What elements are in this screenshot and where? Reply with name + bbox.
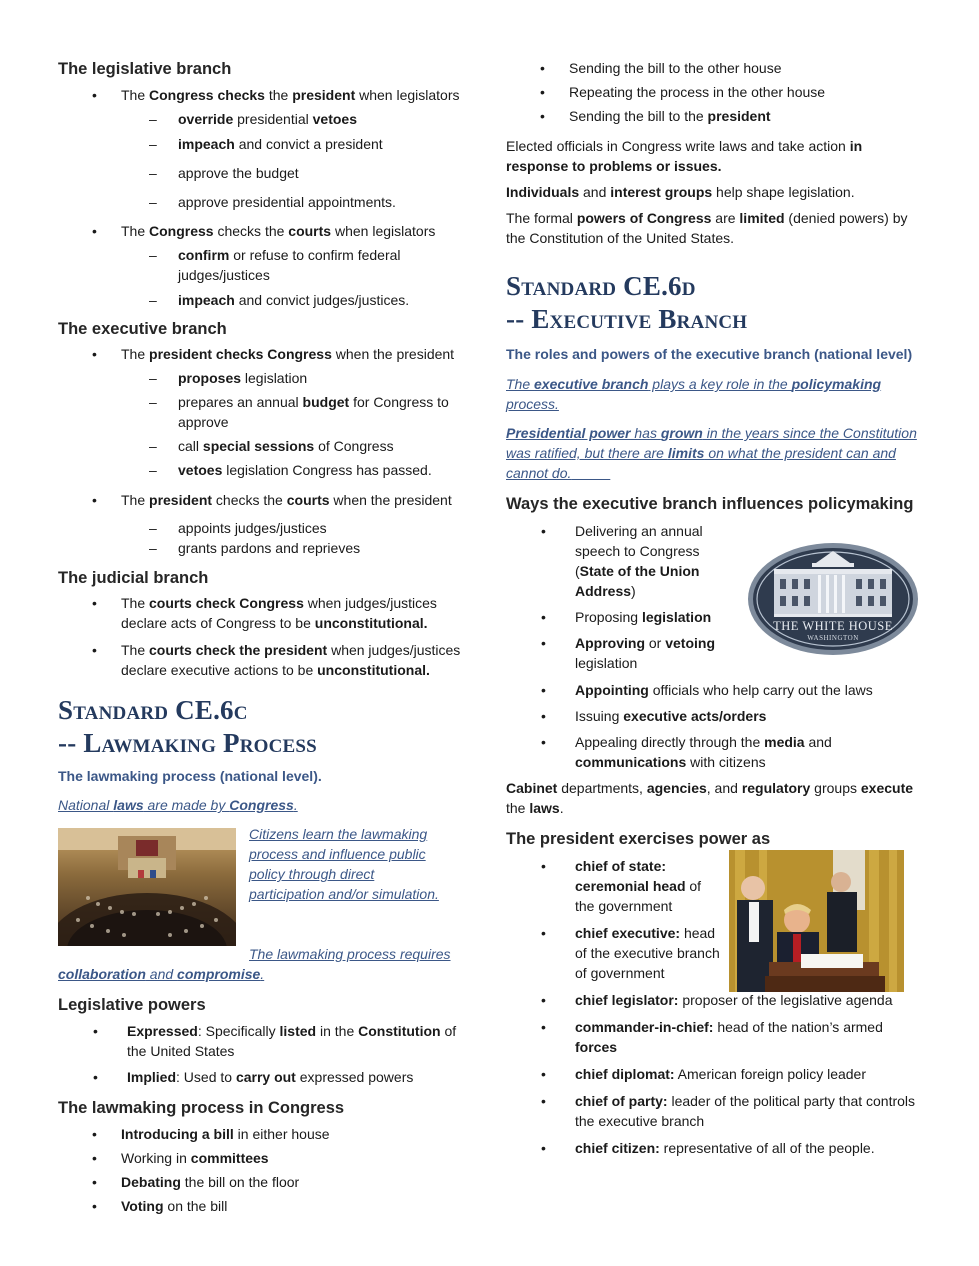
list-item: • The president checks Congress when the president <box>58 344 478 364</box>
list-item: • The courts check Congress when judges/justices declare acts of Congress to be unconstitutional. <box>58 593 478 633</box>
list-item: • The president checks the courts when the president <box>58 490 478 510</box>
left-column <box>58 58 478 1216</box>
list-item: • Sending the bill to the other house <box>506 58 924 78</box>
list-item: • The Congress checks the president when legislators <box>58 85 478 105</box>
list-item: – approve the budget <box>58 163 478 183</box>
list-item: – call special sessions of Congress <box>58 436 478 456</box>
standard-ce6c-title: Standard CE.6c <box>58 695 248 725</box>
legislative-powers-heading: Legislative powers <box>58 996 206 1014</box>
list-item: • Sending the bill to the president <box>506 106 924 126</box>
list-item: – impeach and convict judges/justices. <box>58 290 478 310</box>
presidential-power-link[interactable]: Presidential power has grown in the years since the Constitution was ratified, but there are limits on what the president can and cannot do. <box>506 425 917 481</box>
list-item: • Appointing officials who help carry out the laws <box>506 680 924 700</box>
list-item: • chief legislator: proposer of the legislative agenda <box>506 990 924 1010</box>
list-item: • chief of party: leader of the political party that controls the executive branch <box>506 1091 924 1131</box>
congress-chamber-image <box>58 828 236 946</box>
list-item: • chief diplomat: American foreign policy leader <box>506 1064 924 1084</box>
president-photo <box>729 850 904 992</box>
executive-subheading: The roles and powers of the executive branch (national level) <box>506 346 913 362</box>
paragraph-powers-limited: The formal powers of Congress are limited (denied powers) by the Constitution of the United States. <box>506 210 908 246</box>
standard-ce6d-subtitle: -- Executive Branch <box>506 304 748 334</box>
executive-role-link[interactable]: The executive branch plays a key role in the policymaking process. <box>506 376 882 412</box>
roles-block <box>506 856 924 1158</box>
seal-text-main: THE WHITE HOUSE <box>773 619 893 633</box>
judicial-heading: The judicial branch <box>58 569 209 587</box>
right-column <box>506 58 924 1158</box>
list-item: • Working in committees <box>58 1148 478 1168</box>
list-item: – override presidential vetoes <box>58 109 478 129</box>
legislative-heading: The legislative branch <box>58 60 232 78</box>
list-item: – appoints judges/justices <box>58 518 478 538</box>
laws-by-congress-link[interactable]: National laws are made by Congress. <box>58 797 298 813</box>
list-item: • commander-in-chief: head of the nation’s armed forces <box>506 1017 924 1057</box>
list-item: – prepares an annual budget for Congress to approve <box>58 392 478 432</box>
list-item: • chief executive: head of the executive branch of government <box>506 923 725 983</box>
list-item: • Repeating the process in the other house <box>506 82 924 102</box>
collaboration-link[interactable]: The lawmaking process requires collaboration and compromise. <box>58 946 451 982</box>
list-item: • The Congress checks the courts when legislators <box>58 221 478 241</box>
list-item: • Voting on the bill <box>58 1196 478 1216</box>
list-item: • Implied: Used to carry out expressed powers <box>58 1067 478 1087</box>
ways-heading: Ways the executive branch influences policymaking <box>506 495 914 513</box>
paragraph-individuals: Individuals and interest groups help shape legislation. <box>506 184 855 200</box>
seal-text-sub: WASHINGTON <box>807 634 859 642</box>
list-item: • Delivering an annual speech to Congress (State of the Union Address) <box>506 521 720 601</box>
lawmaking-process-heading: The lawmaking process in Congress <box>58 1099 345 1117</box>
list-item: • chief citizen: representative of all of the people. <box>506 1138 924 1158</box>
lawmaking-subheading: The lawmaking process (national level). <box>58 768 322 784</box>
president-roles-heading: The president exercises power as <box>506 830 771 848</box>
list-item: – approve presidential appointments. <box>58 192 478 212</box>
standard-ce6d-title: Standard CE.6d <box>506 271 696 301</box>
list-item: • Debating the bill on the floor <box>58 1172 478 1192</box>
citizens-learn-link[interactable]: Citizens learn the lawmaking process and influence public policy through direct participation and/or simulation. <box>249 826 439 902</box>
white-house-seal <box>746 541 920 657</box>
list-item: – grants pardons and reprieves <box>58 538 478 558</box>
paragraph-cabinet: Cabinet departments, agencies, and regulatory groups execute the laws. <box>506 780 914 816</box>
list-item: • The courts check the president when judges/justices declare executive actions to be unconstitutional. <box>58 640 478 680</box>
list-item: • chief of state: ceremonial head of the government <box>506 856 715 916</box>
list-item: – impeach and convict a president <box>58 134 478 154</box>
list-item: • Appealing directly through the media and communications with citizens <box>506 732 924 772</box>
list-item: • Proposing legislation <box>506 607 924 627</box>
standard-ce6c-subtitle: -- Lawmaking Process <box>58 728 317 758</box>
list-item: – vetoes legislation Congress has passed. <box>58 460 478 480</box>
list-item: • Approving or vetoing legislation <box>506 633 740 673</box>
list-item: • Expressed: Specifically listed in the Constitution of the United States <box>58 1021 478 1061</box>
list-item: – confirm or refuse to confirm federal judges/justices <box>58 245 478 285</box>
list-item: – proposes legislation <box>58 368 478 388</box>
ways-block <box>506 521 924 772</box>
congress-block <box>58 824 478 961</box>
list-item: • Issuing executive acts/orders <box>506 706 924 726</box>
list-item: • Introducing a bill in either house <box>58 1124 478 1144</box>
paragraph-elected-officials: Elected officials in Congress write laws and take action in response to problems or issues. <box>506 138 863 174</box>
executive-heading: The executive branch <box>58 320 227 338</box>
